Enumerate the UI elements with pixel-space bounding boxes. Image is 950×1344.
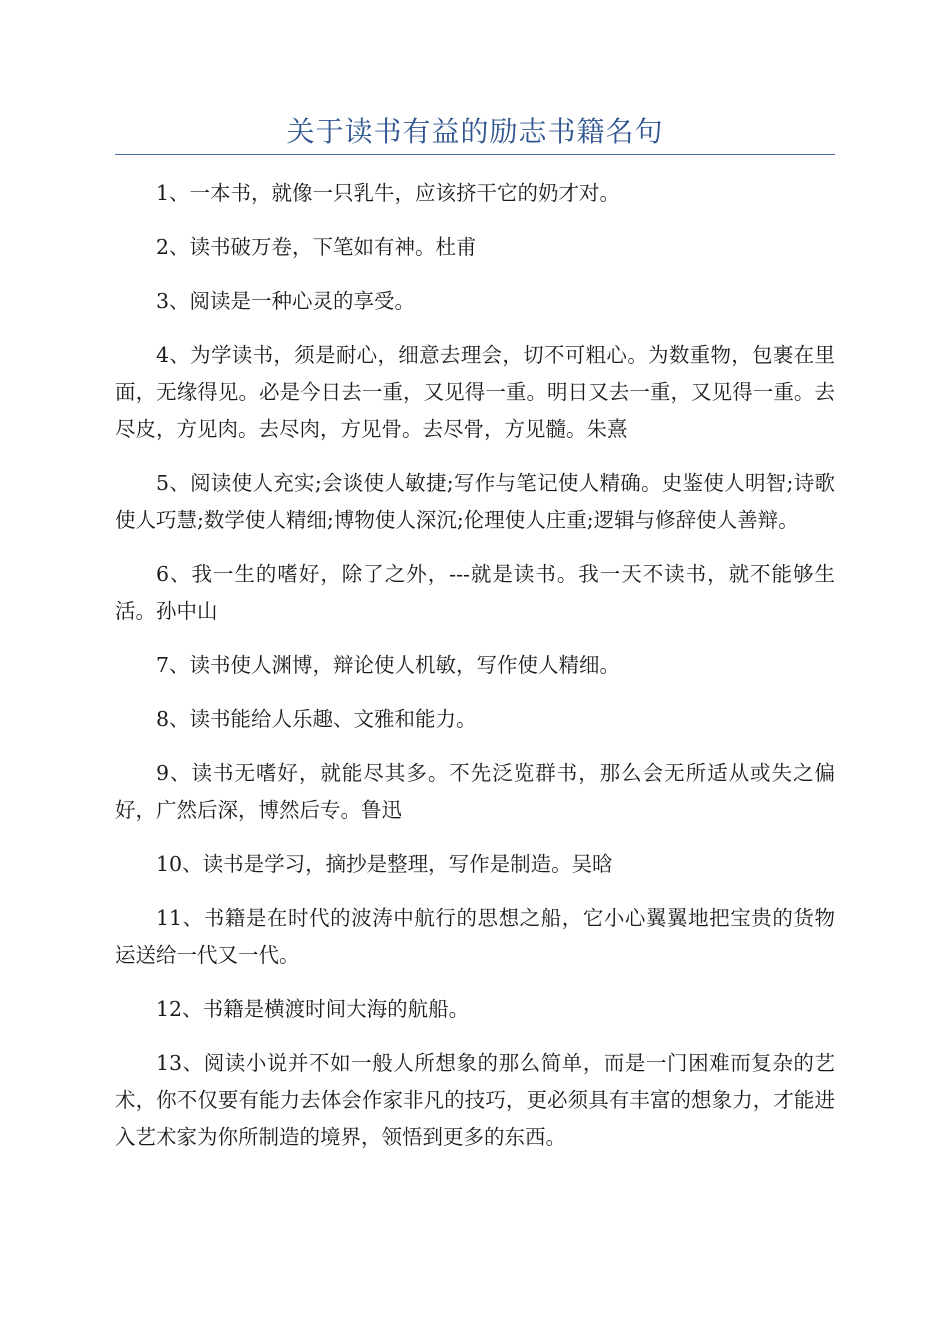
quote-paragraph-5: 5、阅读使人充实;会谈使人敏捷;写作与笔记使人精确。史鉴使人明智;诗歌使人巧慧;数学使人精细;博物使人深沉;伦理使人庄重;逻辑与修辞使人善辩。 <box>115 471 835 532</box>
quote-paragraph-7: 7、读书使人渊博，辩论使人机敏，写作使人精细。 <box>156 653 621 677</box>
quote-paragraph-3: 3、阅读是一种心灵的享受。 <box>156 289 416 313</box>
page-title: 关于读书有益的励志书籍名句 <box>286 115 664 148</box>
quote-paragraph-11: 11、书籍是在时代的波涛中航行的思想之船，它小心翼翼地把宝贵的货物运送给一代又一代。 <box>115 906 835 967</box>
quote-paragraph-4: 4、为学读书，须是耐心，细意去理会，切不可粗心。为数重物，包裹在里面，无缘得见。必是今日去一重，又见得一重。明日又去一重，又见得一重。去尽皮，方见肉。去尽肉，方见骨。去尽骨，方见髓。朱熹 <box>115 343 835 441</box>
quote-paragraph-9: 9、读书无嗜好，就能尽其多。不先泛览群书，那么会无所适从或失之偏好，广然后深，博然后专。鲁迅 <box>115 761 835 822</box>
title-underline <box>115 154 835 155</box>
quote-paragraph-6: 6、我一生的嗜好，除了之外，---就是读书。我一天不读书，就不能够生活。孙中山 <box>115 562 835 623</box>
quote-paragraph-10: 10、读书是学习，摘抄是整理，写作是制造。吴晗 <box>156 852 613 876</box>
document-body <box>115 175 835 1173</box>
quote-paragraph-8: 8、读书能给人乐趣、文雅和能力。 <box>156 707 477 731</box>
quote-paragraph-2: 2、读书破万卷，下笔如有神。杜甫 <box>156 235 477 259</box>
quote-paragraph-1: 1、一本书，就像一只乳牛，应该挤干它的奶才对。 <box>156 181 621 205</box>
quote-paragraph-12: 12、书籍是横渡时间大海的航船。 <box>156 997 470 1021</box>
quote-paragraph-13: 13、阅读小说并不如一般人所想象的那么简单，而是一门困难而复杂的艺术，你不仅要有能力去体会作家非凡的技巧，更必须具有丰富的想象力，才能进入艺术家为你所制造的境界，领悟到更多的东西。 <box>115 1051 835 1149</box>
